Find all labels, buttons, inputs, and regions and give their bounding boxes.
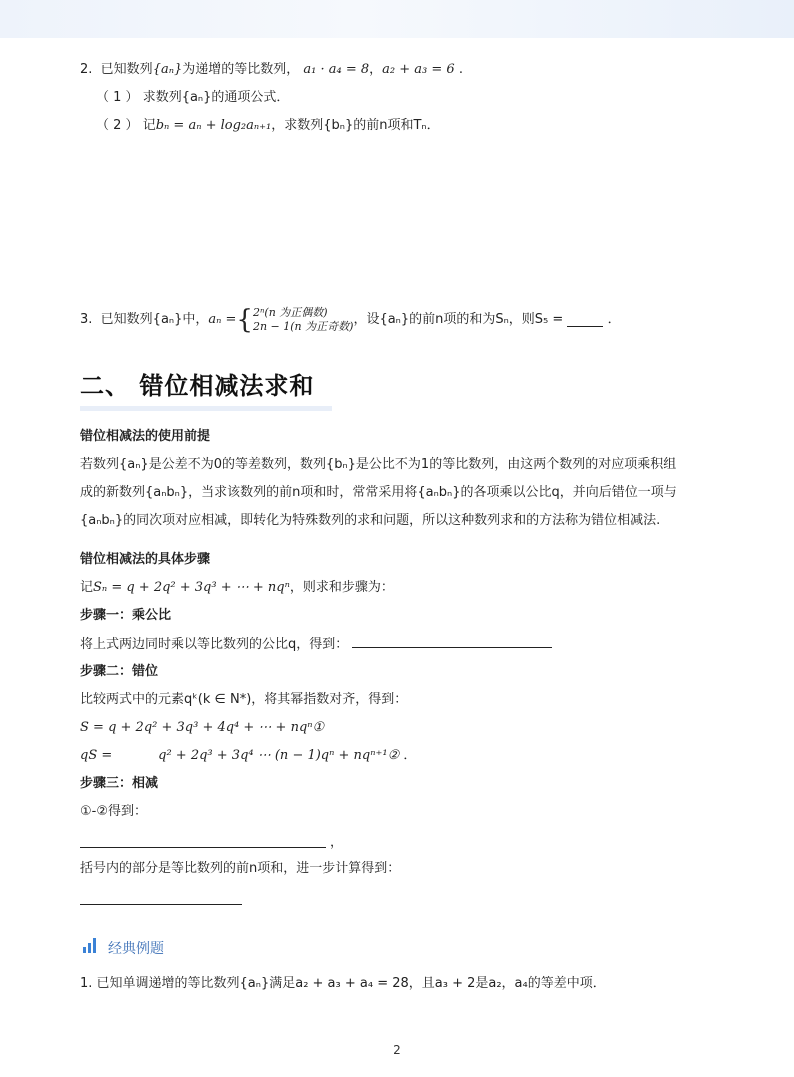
text: 将上式两边同时乘以等比数列的公比q，得到： (80, 637, 349, 652)
case-even: 2ⁿ(n 为正偶数) (252, 306, 328, 319)
text: . (458, 62, 463, 77)
premise-heading: 错位相减法的使用前提 (80, 429, 211, 444)
step-3-title: 步骤三：相减 (80, 776, 159, 791)
left-brace: { (236, 305, 253, 335)
answer-blank[interactable] (567, 314, 603, 327)
bar-chart-icon (82, 937, 98, 953)
math: Sₙ = q + 2q² + 3q³ + ⋯ + nqⁿ (93, 580, 290, 595)
premise-line-3: {aₙbₙ}的同次项对应相减，即转化为特殊数列的求和问题，所以这种数列求和的方法称为错位相减法. (80, 513, 661, 528)
text: ，求数列{bₙ}的前n项和Tₙ． (271, 118, 440, 133)
step-1-title: 步骤一：乘公比 (80, 608, 172, 623)
math: a₁ · a₄ = 8 (303, 62, 370, 77)
text: ． (607, 312, 621, 327)
section-title: 二、 错位相减法求和 (80, 372, 315, 400)
text: 已知数列{aₙ}中， (100, 312, 209, 327)
text: ， (369, 62, 383, 77)
step-2-title: 步骤二：错位 (80, 664, 159, 679)
equation-1: S = q + 2q² + 3q³ + 4q⁴ + ⋯ + nqⁿ① (80, 720, 325, 735)
equation-2 (80, 747, 416, 765)
comma: ， (330, 835, 344, 850)
math: {aₙ} (152, 62, 183, 77)
math: qS = (80, 748, 113, 763)
case-odd: 2n − 1(n 为正奇数) (252, 320, 354, 333)
step-2-text: 比较两式中的元素qᵏ(k ∈ N*)，将其幂指数对齐，得到： (80, 692, 408, 707)
part-label: （ 1 ） (96, 90, 139, 105)
steps-definition (80, 579, 394, 597)
problem-2-part-1 (96, 89, 289, 107)
page-header-band (0, 0, 794, 38)
premise-line-2: 成的新数列{aₙbₙ}，当求该数列的前n项和时，常常采用将{aₙbₙ}的各项乘以公比q，并向后错位一项与 (80, 485, 677, 500)
math: a₂ + a₃ = 6 (382, 62, 455, 77)
text: ，设{aₙ}的前n项的和为Sₙ，则S₅ = (353, 312, 564, 327)
problem-2-part-2 (96, 117, 440, 135)
step-1-blank[interactable] (352, 635, 552, 648)
example-title: 经典例题 (108, 941, 164, 957)
text: 为递增的等比数列， (182, 62, 300, 77)
step-3-text: ①-②得到： (80, 804, 147, 819)
text: 记 (142, 118, 156, 133)
part-label: （ 2 ） (96, 118, 139, 133)
example-question-1: 1. 已知单调递增的等比数列{aₙ}满足a₂ + a₃ + a₄ = 28，且a₃ + 2是a₂，a₄的等差中项． (80, 976, 606, 991)
math: bₙ = aₙ + log₂aₙ₊₁ (155, 118, 272, 133)
section-title-underline (80, 406, 332, 411)
problem-3-statement (80, 302, 621, 338)
math: aₙ = (208, 312, 237, 327)
step-3-blank-1[interactable] (80, 847, 326, 848)
text: ． (403, 748, 417, 763)
problem-2-statement (80, 61, 463, 79)
premise-line-1: 若数列{aₙ}是公差不为0的等差数列，数列{bₙ}是公比不为1的等比数列，由这两个数列的对应项乘积组 (80, 457, 677, 472)
piecewise-cases (253, 306, 353, 334)
step-1-text (80, 635, 552, 654)
text: ，则求和步骤为： (289, 580, 394, 595)
step-3-blank-2[interactable] (80, 904, 242, 905)
page-number: 2 (393, 1043, 401, 1057)
math: q² + 2q³ + 3q⁴ ⋯ (n − 1)qⁿ + nqⁿ⁺¹② (158, 748, 400, 763)
text: 已知数列 (100, 62, 153, 77)
text: 记 (80, 580, 94, 595)
problem-number: 2. (80, 62, 93, 77)
step-3-text-2: 括号内的部分是等比数列的前n项和，进一步计算得到： (80, 861, 401, 876)
text: 求数列{aₙ}的通项公式． (142, 90, 290, 105)
steps-heading: 错位相减法的具体步骤 (80, 552, 211, 567)
problem-number: 3. (80, 312, 93, 327)
